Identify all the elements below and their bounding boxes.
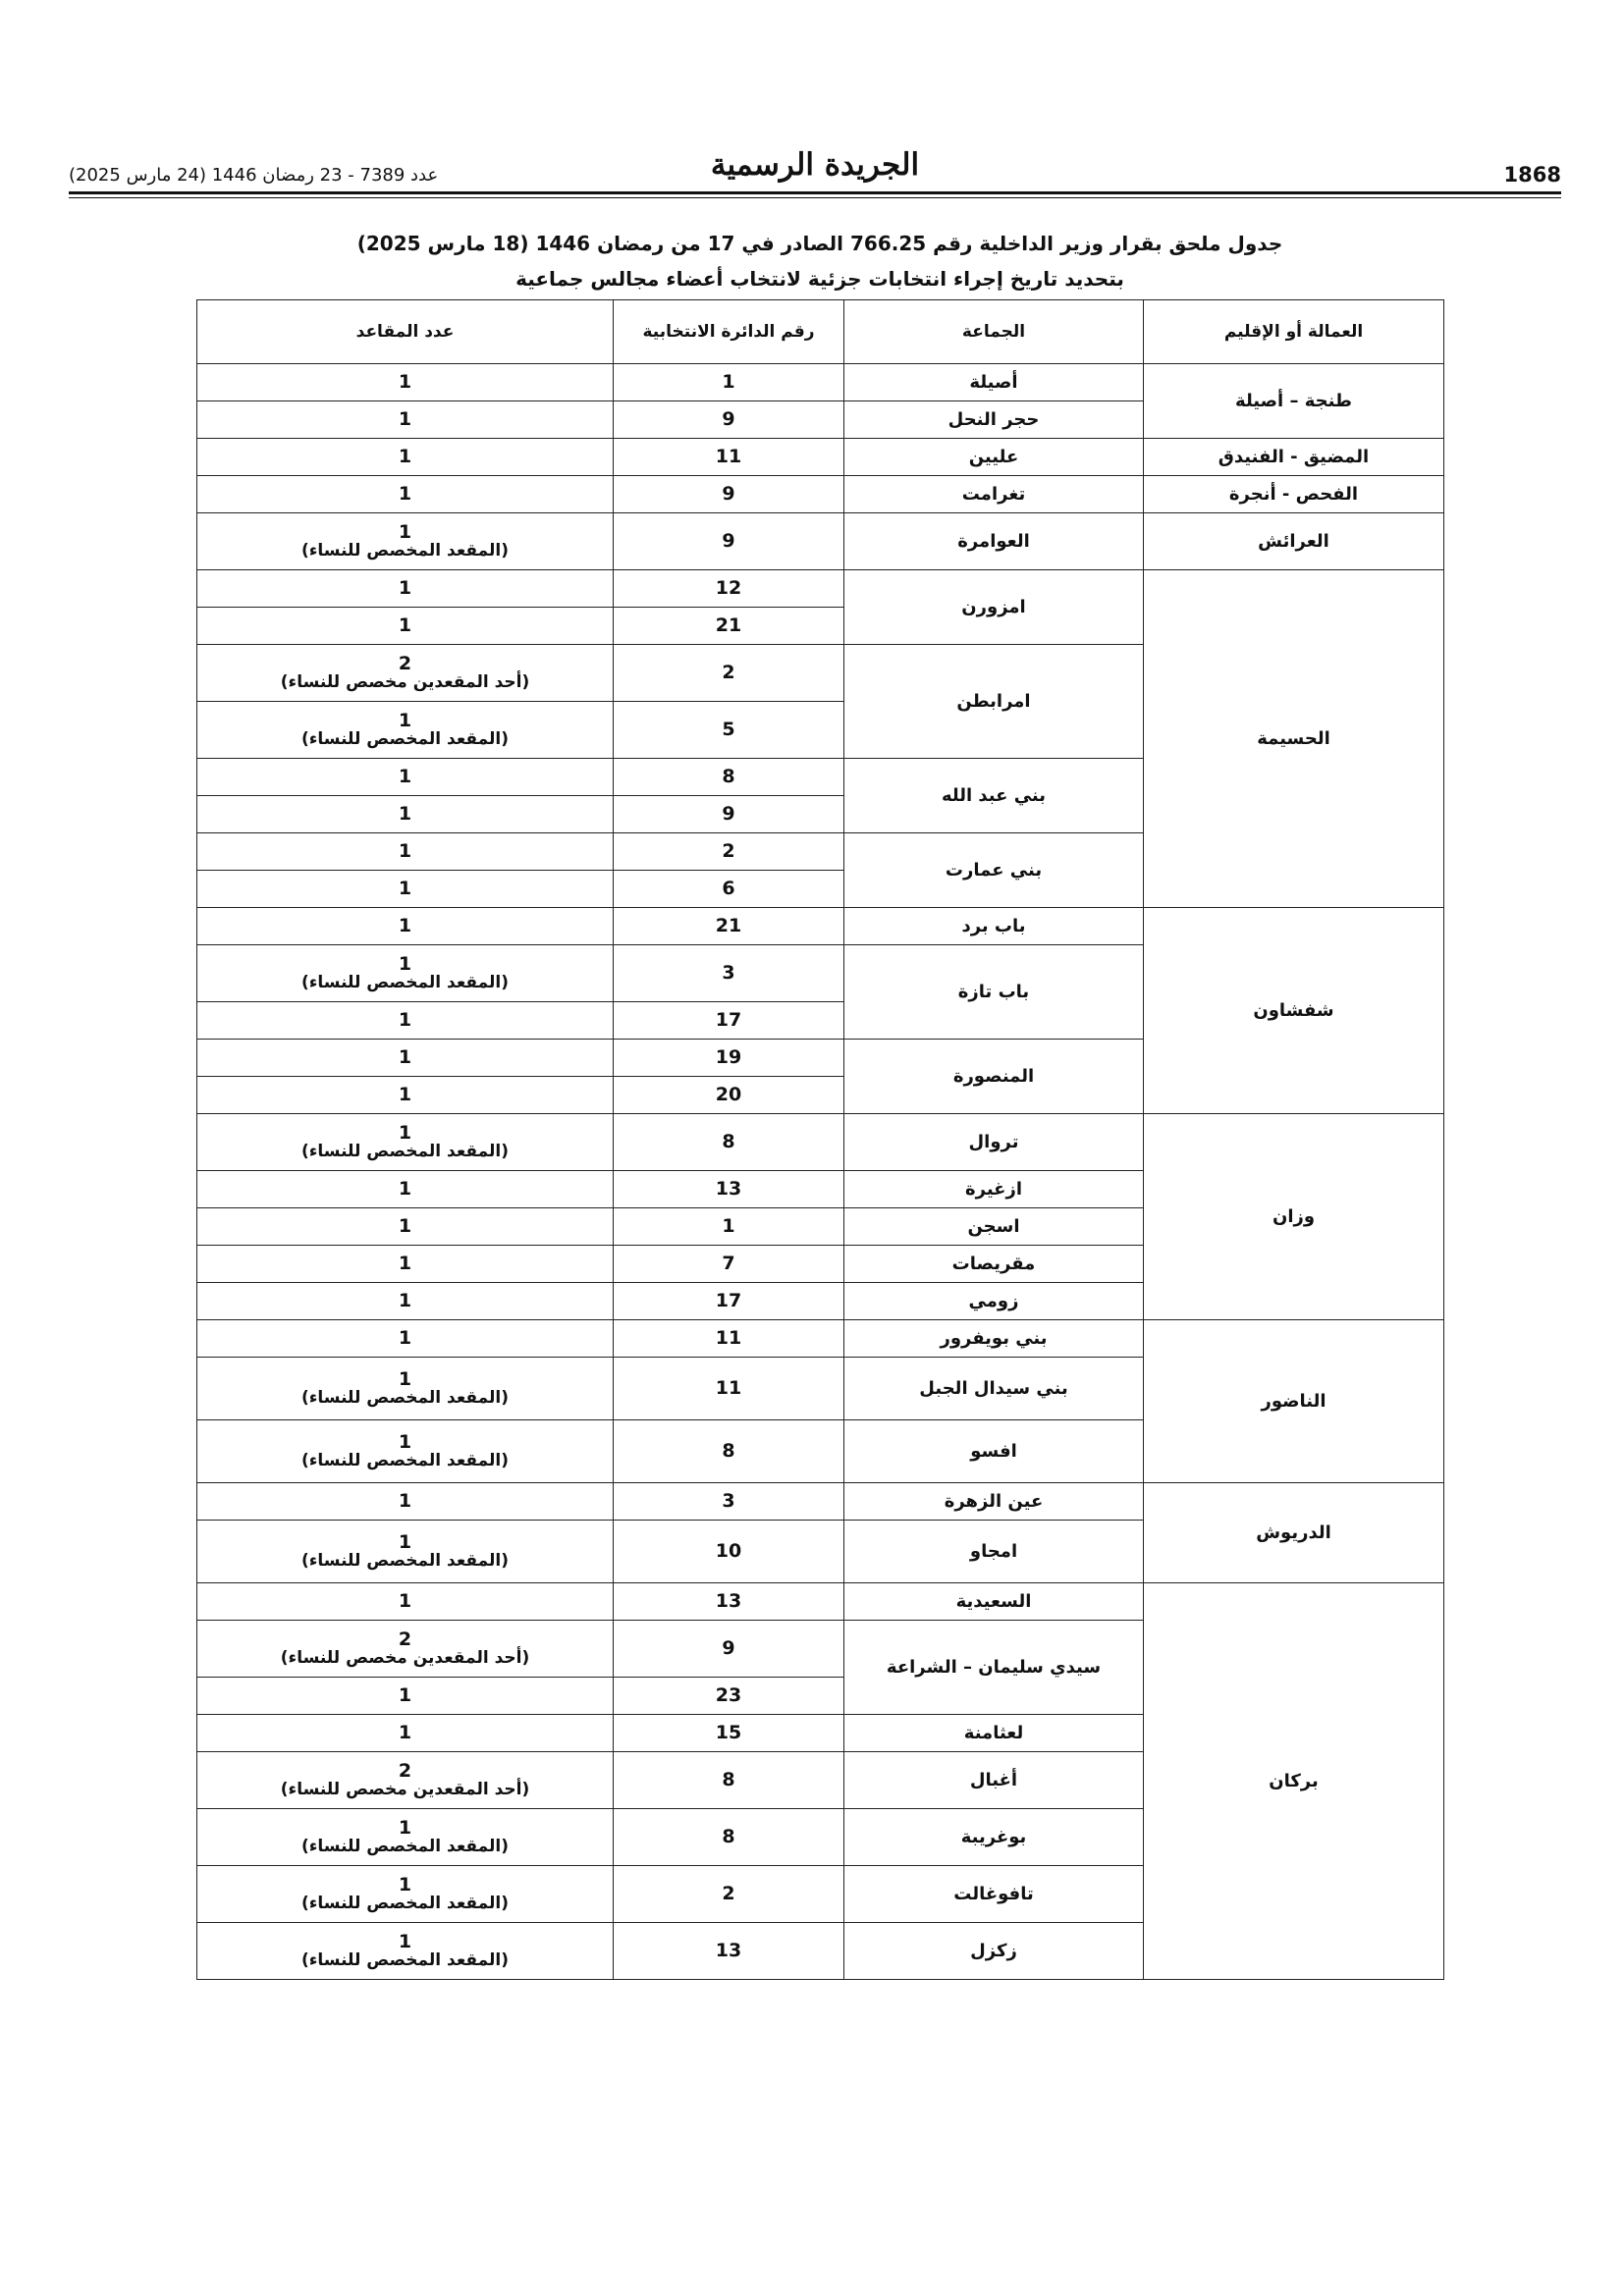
seats-value: 1 xyxy=(398,1722,412,1743)
seats-cell xyxy=(197,401,614,439)
table-row xyxy=(197,1583,1444,1621)
seats-value: 1 xyxy=(398,1873,412,1896)
table-row xyxy=(197,908,1444,945)
commune-cell: بني عمارت xyxy=(844,833,1144,908)
seats-cell xyxy=(197,1358,614,1420)
district-cell: 8 xyxy=(614,1752,844,1809)
seats-value: 1 xyxy=(398,1253,412,1274)
table-caption xyxy=(196,226,1443,296)
seats-cell xyxy=(197,908,614,945)
district-cell: 11 xyxy=(614,439,844,476)
district-cell: 2 xyxy=(614,645,844,702)
table-row xyxy=(197,570,1444,608)
seats-value: 1 xyxy=(398,709,412,731)
district-cell: 3 xyxy=(614,945,844,1002)
district-cell: 15 xyxy=(614,1715,844,1752)
seats-cell xyxy=(197,1171,614,1208)
seats-cell xyxy=(197,945,614,1002)
district-cell: 17 xyxy=(614,1283,844,1320)
seats-value: 1 xyxy=(398,1590,412,1612)
district-cell: 6 xyxy=(614,871,844,908)
seat-note: (المقعد المخصص للنساء) xyxy=(300,1550,510,1571)
commune-cell: باب برد xyxy=(844,908,1144,945)
seat-note: (المقعد المخصص للنساء) xyxy=(300,1836,510,1856)
district-cell: 2 xyxy=(614,1866,844,1923)
seats-cell xyxy=(197,1809,614,1866)
table-row xyxy=(197,1320,1444,1358)
table-row xyxy=(197,364,1444,401)
seats-value: 1 xyxy=(398,614,412,636)
seat-note: (أحد المقعدين مخصص للنساء) xyxy=(280,1647,530,1668)
province-cell: المضيق - الفنيدق xyxy=(1144,439,1444,476)
commune-cell: تروال xyxy=(844,1114,1144,1171)
seats-value: 1 xyxy=(398,1290,412,1311)
seats-cell xyxy=(197,702,614,759)
district-cell: 9 xyxy=(614,1621,844,1678)
province-cell: الناضور xyxy=(1144,1320,1444,1483)
commune-cell: بني بويفرور xyxy=(844,1320,1144,1358)
seats-cell xyxy=(197,759,614,796)
by-election-table xyxy=(196,299,1444,1980)
district-cell: 5 xyxy=(614,702,844,759)
seats-cell xyxy=(197,1283,614,1320)
seats-value: 1 xyxy=(398,483,412,505)
seat-note: (المقعد المخصص للنساء) xyxy=(300,540,510,561)
seats-cell xyxy=(197,871,614,908)
seats-value: 1 xyxy=(398,577,412,599)
district-cell: 7 xyxy=(614,1246,844,1283)
commune-cell: امرابطن xyxy=(844,645,1144,759)
district-cell: 23 xyxy=(614,1678,844,1715)
table-row xyxy=(197,1114,1444,1171)
col-header-district: رقم الدائرة الانتخابية xyxy=(614,300,844,364)
seats-cell xyxy=(197,439,614,476)
seat-note: (المقعد المخصص للنساء) xyxy=(300,1450,510,1470)
seats-value: 2 xyxy=(398,1628,412,1650)
seats-cell xyxy=(197,1077,614,1114)
commune-cell: بوغريبة xyxy=(844,1809,1144,1866)
district-cell: 9 xyxy=(614,796,844,833)
seats-cell xyxy=(197,796,614,833)
seats-cell xyxy=(197,570,614,608)
caption-line-1: جدول ملحق بقرار وزير الداخلية رقم 766.25 الصادر في 17 من رمضان 1446 (18 مارس 2025) xyxy=(356,232,1283,255)
col-header-province: العمالة أو الإقليم xyxy=(1144,300,1444,364)
seats-value: 1 xyxy=(398,1121,412,1144)
seats-value: 1 xyxy=(398,1684,412,1706)
commune-cell: المنصورة xyxy=(844,1040,1144,1114)
seats-cell xyxy=(197,1208,614,1246)
seats-value: 1 xyxy=(398,1490,412,1512)
commune-cell: مقريصات xyxy=(844,1246,1144,1283)
district-cell: 3 xyxy=(614,1483,844,1521)
seats-value: 1 xyxy=(398,952,412,975)
page-number: 1868 xyxy=(1503,163,1561,187)
commune-cell: افسو xyxy=(844,1420,1144,1483)
commune-cell: أغبال xyxy=(844,1752,1144,1809)
district-cell: 8 xyxy=(614,1420,844,1483)
district-cell: 9 xyxy=(614,476,844,513)
commune-cell: زكزل xyxy=(844,1923,1144,1980)
header-rule-thick xyxy=(69,191,1561,194)
seats-cell xyxy=(197,1866,614,1923)
commune-cell: باب تازة xyxy=(844,945,1144,1040)
province-cell: الدريوش xyxy=(1144,1483,1444,1583)
seats-value: 1 xyxy=(398,1215,412,1237)
seat-note: (المقعد المخصص للنساء) xyxy=(300,728,510,749)
commune-cell: امجاو xyxy=(844,1521,1144,1583)
seats-cell xyxy=(197,645,614,702)
seats-cell xyxy=(197,1521,614,1583)
table-row xyxy=(197,513,1444,570)
seats-cell xyxy=(197,1002,614,1040)
province-cell: الحسيمة xyxy=(1144,570,1444,908)
seats-cell xyxy=(197,1483,614,1521)
district-cell: 8 xyxy=(614,759,844,796)
district-cell: 8 xyxy=(614,1114,844,1171)
commune-cell: امزورن xyxy=(844,570,1144,645)
seats-value: 2 xyxy=(398,1759,412,1782)
commune-cell: عين الزهرة xyxy=(844,1483,1144,1521)
seats-cell xyxy=(197,513,614,570)
caption-line-2: بتحديد تاريخ إجراء انتخابات جزئية لانتخاب أعضاء مجالس جماعية xyxy=(515,267,1124,291)
district-cell: 9 xyxy=(614,401,844,439)
district-cell: 9 xyxy=(614,513,844,570)
province-cell: طنجة – أصيلة xyxy=(1144,364,1444,439)
district-cell: 10 xyxy=(614,1521,844,1583)
seats-value: 1 xyxy=(398,878,412,899)
seats-cell xyxy=(197,1923,614,1980)
district-cell: 13 xyxy=(614,1583,844,1621)
commune-cell: السعيدية xyxy=(844,1583,1144,1621)
province-cell: بركان xyxy=(1144,1583,1444,1980)
seats-cell xyxy=(197,1320,614,1358)
seats-cell xyxy=(197,1678,614,1715)
seats-value: 1 xyxy=(398,446,412,467)
district-cell: 11 xyxy=(614,1320,844,1358)
seat-note: (المقعد المخصص للنساء) xyxy=(300,1387,510,1408)
commune-cell: عليين xyxy=(844,439,1144,476)
commune-cell: أصيلة xyxy=(844,364,1144,401)
seats-value: 2 xyxy=(398,652,412,674)
page-header xyxy=(69,147,1561,196)
table-row xyxy=(197,1483,1444,1521)
commune-cell: تغرامت xyxy=(844,476,1144,513)
seats-value: 1 xyxy=(398,915,412,936)
seats-value: 1 xyxy=(398,371,412,393)
district-cell: 13 xyxy=(614,1923,844,1980)
district-cell: 1 xyxy=(614,1208,844,1246)
seats-value: 1 xyxy=(398,1327,412,1349)
district-cell: 1 xyxy=(614,364,844,401)
commune-cell: بني عبد الله xyxy=(844,759,1144,833)
seats-cell xyxy=(197,833,614,871)
district-cell: 2 xyxy=(614,833,844,871)
seats-value: 1 xyxy=(398,1930,412,1952)
header-rule-thin xyxy=(69,197,1561,198)
district-cell: 13 xyxy=(614,1171,844,1208)
gazette-title: الجريدة الرسمية xyxy=(710,147,920,183)
seats-value: 1 xyxy=(398,1178,412,1200)
seats-value: 1 xyxy=(398,1530,412,1553)
seats-value: 1 xyxy=(398,408,412,430)
seats-cell xyxy=(197,608,614,645)
commune-cell: ازغيرة xyxy=(844,1171,1144,1208)
province-cell: وزان xyxy=(1144,1114,1444,1320)
seats-cell xyxy=(197,1715,614,1752)
seats-value: 1 xyxy=(398,520,412,543)
commune-cell: حجر النحل xyxy=(844,401,1144,439)
district-cell: 11 xyxy=(614,1358,844,1420)
seats-value: 1 xyxy=(398,1084,412,1105)
seats-value: 1 xyxy=(398,1430,412,1453)
commune-cell: تافوغالت xyxy=(844,1866,1144,1923)
province-cell: شفشاون xyxy=(1144,908,1444,1114)
seats-cell xyxy=(197,1040,614,1077)
district-cell: 8 xyxy=(614,1809,844,1866)
seat-note: (المقعد المخصص للنساء) xyxy=(300,1949,510,1970)
seats-value: 1 xyxy=(398,1816,412,1839)
seats-cell xyxy=(197,1752,614,1809)
seats-cell xyxy=(197,1621,614,1678)
issue-info: عدد 7389 - 23 رمضان 1446 (24 مارس 2025) xyxy=(69,165,439,186)
seats-value: 1 xyxy=(398,1367,412,1390)
province-cell: العرائش xyxy=(1144,513,1444,570)
table-header-row xyxy=(197,300,1444,364)
commune-cell: العوامرة xyxy=(844,513,1144,570)
seats-cell xyxy=(197,1114,614,1171)
seat-note: (المقعد المخصص للنساء) xyxy=(300,1141,510,1161)
seat-note: (أحد المقعدين مخصص للنساء) xyxy=(280,1779,530,1799)
seat-note: (المقعد المخصص للنساء) xyxy=(300,1893,510,1913)
seats-value: 1 xyxy=(398,840,412,862)
district-cell: 17 xyxy=(614,1002,844,1040)
table-row xyxy=(197,476,1444,513)
district-cell: 21 xyxy=(614,908,844,945)
seats-cell xyxy=(197,476,614,513)
commune-cell: زومي xyxy=(844,1283,1144,1320)
seat-note: (المقعد المخصص للنساء) xyxy=(300,972,510,992)
seats-value: 1 xyxy=(398,803,412,825)
district-cell: 21 xyxy=(614,608,844,645)
seats-value: 1 xyxy=(398,1009,412,1031)
col-header-commune: الجماعة xyxy=(844,300,1144,364)
commune-cell: بني سيدال الجبل xyxy=(844,1358,1144,1420)
table-row xyxy=(197,439,1444,476)
seats-cell xyxy=(197,1583,614,1621)
district-cell: 19 xyxy=(614,1040,844,1077)
col-header-seats: عدد المقاعد xyxy=(197,300,614,364)
commune-cell: اسجن xyxy=(844,1208,1144,1246)
seats-value: 1 xyxy=(398,1046,412,1068)
seats-value: 1 xyxy=(398,766,412,787)
seat-note: (أحد المقعدين مخصص للنساء) xyxy=(280,671,530,692)
district-cell: 20 xyxy=(614,1077,844,1114)
district-cell: 12 xyxy=(614,570,844,608)
seats-cell xyxy=(197,1246,614,1283)
province-cell: الفحص - أنجرة xyxy=(1144,476,1444,513)
seats-cell xyxy=(197,364,614,401)
commune-cell: سيدي سليمان – الشراعة xyxy=(844,1621,1144,1715)
seats-cell xyxy=(197,1420,614,1483)
commune-cell: لعثامنة xyxy=(844,1715,1144,1752)
